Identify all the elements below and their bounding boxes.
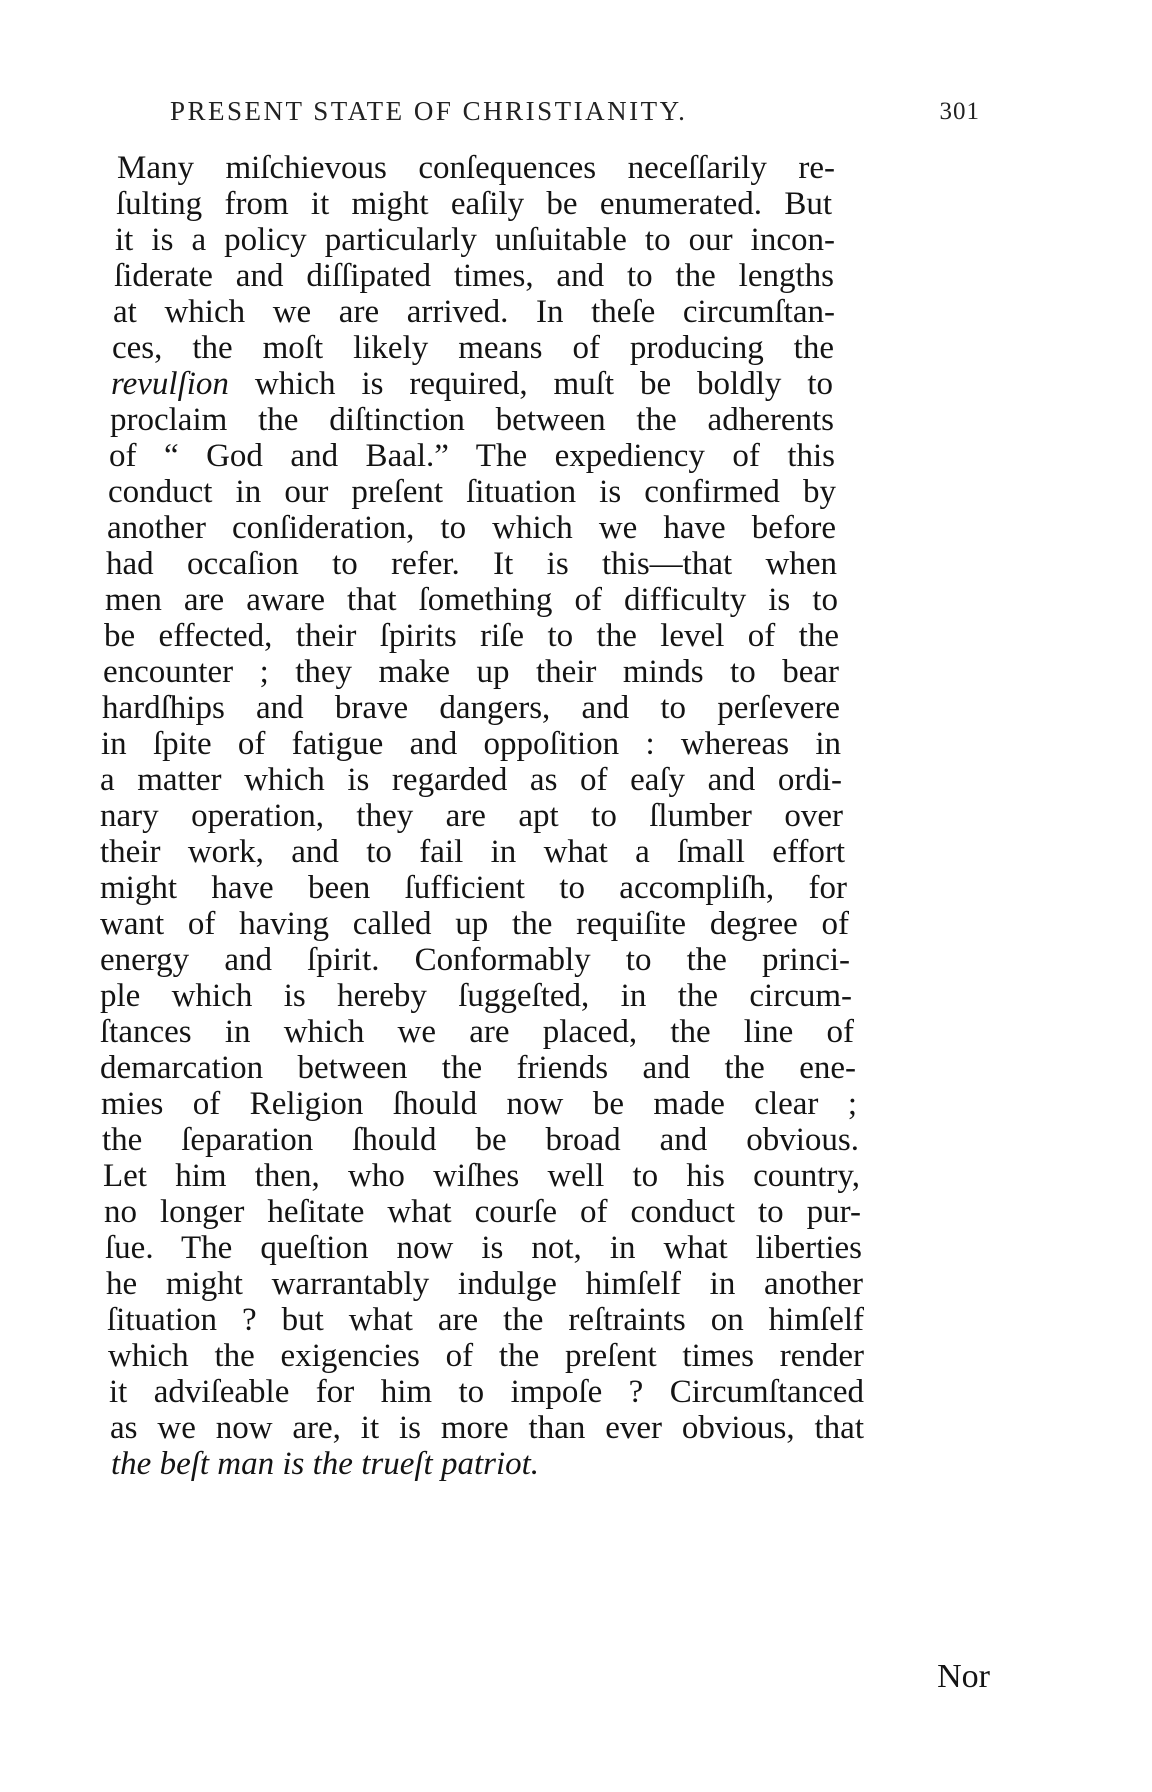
text-line: ſiderate and diſſipated times, and to the lengths xyxy=(114,258,834,294)
text-line-rest: which is required, muſt be boldly to xyxy=(228,366,833,402)
text-line: Let him then, who wiſhes well to his country, xyxy=(103,1158,860,1194)
text-line: ſue. The queſtion now is not, in what liberties xyxy=(105,1230,862,1266)
running-head xyxy=(170,96,980,136)
text-line: it adviſeable for him to impoſe ? Circumſtanced xyxy=(109,1374,864,1410)
text-line xyxy=(111,364,833,404)
text-line: energy and ſpirit. Conformably to the princi- xyxy=(100,942,850,978)
text-line: at which we are arrived. In theſe circumſtan- xyxy=(113,294,835,330)
italic-word: revulſion xyxy=(111,366,229,402)
text-line: encounter ; they make up their minds to bear xyxy=(103,654,839,690)
text-line: a matter which is regarded as of eaſy and ordi- xyxy=(100,762,842,798)
italic-closing-phrase: the beſt man is the trueſt patriot. xyxy=(111,1446,540,1482)
page-number: 301 xyxy=(939,98,980,125)
text-line: hardſhips and brave dangers, and to perſevere xyxy=(102,690,840,726)
text-line: of “ God and Baal.” The expediency of this xyxy=(109,438,835,474)
text-line: which the exigencies of the preſent times render xyxy=(108,1338,864,1374)
text-line: nary operation, they are apt to ſlumber over xyxy=(100,798,843,834)
running-head-title: PRESENT STATE OF CHRISTIANITY. xyxy=(170,96,688,126)
catchword: Nor xyxy=(937,1658,990,1695)
text-line: might have been ſufficient to accompliſh, for xyxy=(100,870,847,906)
text-line: Many miſchievous conſequences neceſſarily re- xyxy=(117,150,835,186)
text-line: mies of Religion ſhould now be made clear ; xyxy=(101,1086,857,1122)
text-line xyxy=(111,1444,611,1484)
text-line: ces, the moſt likely means of producing the xyxy=(112,330,834,366)
text-line: in ſpite of fatigue and oppoſition : whereas in xyxy=(101,726,841,762)
text-line: had occaſion to refer. It is this—that when xyxy=(106,546,837,582)
text-line: another conſideration, to which we have before xyxy=(107,510,836,546)
text-line: ſtances in which we are placed, the line of xyxy=(100,1014,854,1050)
text-line: conduct in our preſent ſituation is confirmed by xyxy=(108,474,836,510)
text-line: as we now are, it is more than ever obvious, that xyxy=(110,1410,864,1446)
text-line: proclaim the diſtinction between the adherents xyxy=(110,402,834,438)
text-line: no longer heſitate what courſe of conduct to pur- xyxy=(104,1194,861,1230)
text-line: ſituation ? but what are the reſtraints on himſelf xyxy=(107,1302,864,1338)
text-line: ſulting from it might eaſily be enumerated. But xyxy=(116,186,832,222)
text-line: want of having called up the requiſite degree of xyxy=(100,906,849,942)
text-line: the ſeparation ſhould be broad and obvious. xyxy=(102,1122,859,1158)
text-line: be effected, their ſpirits riſe to the level of the xyxy=(104,618,839,654)
text-line: demarcation between the friends and the ene- xyxy=(100,1050,856,1086)
text-line: men are aware that ſomething of difficulty is to xyxy=(105,582,838,618)
text-line: their work, and to fail in what a ſmall effort xyxy=(100,834,845,870)
text-line: ple which is hereby ſuggeſted, in the circum- xyxy=(100,978,852,1014)
text-line: he might warrantably indulge himſelf in another xyxy=(106,1266,863,1302)
text-line: it is a policy particularly unſuitable to our incon- xyxy=(115,222,835,258)
